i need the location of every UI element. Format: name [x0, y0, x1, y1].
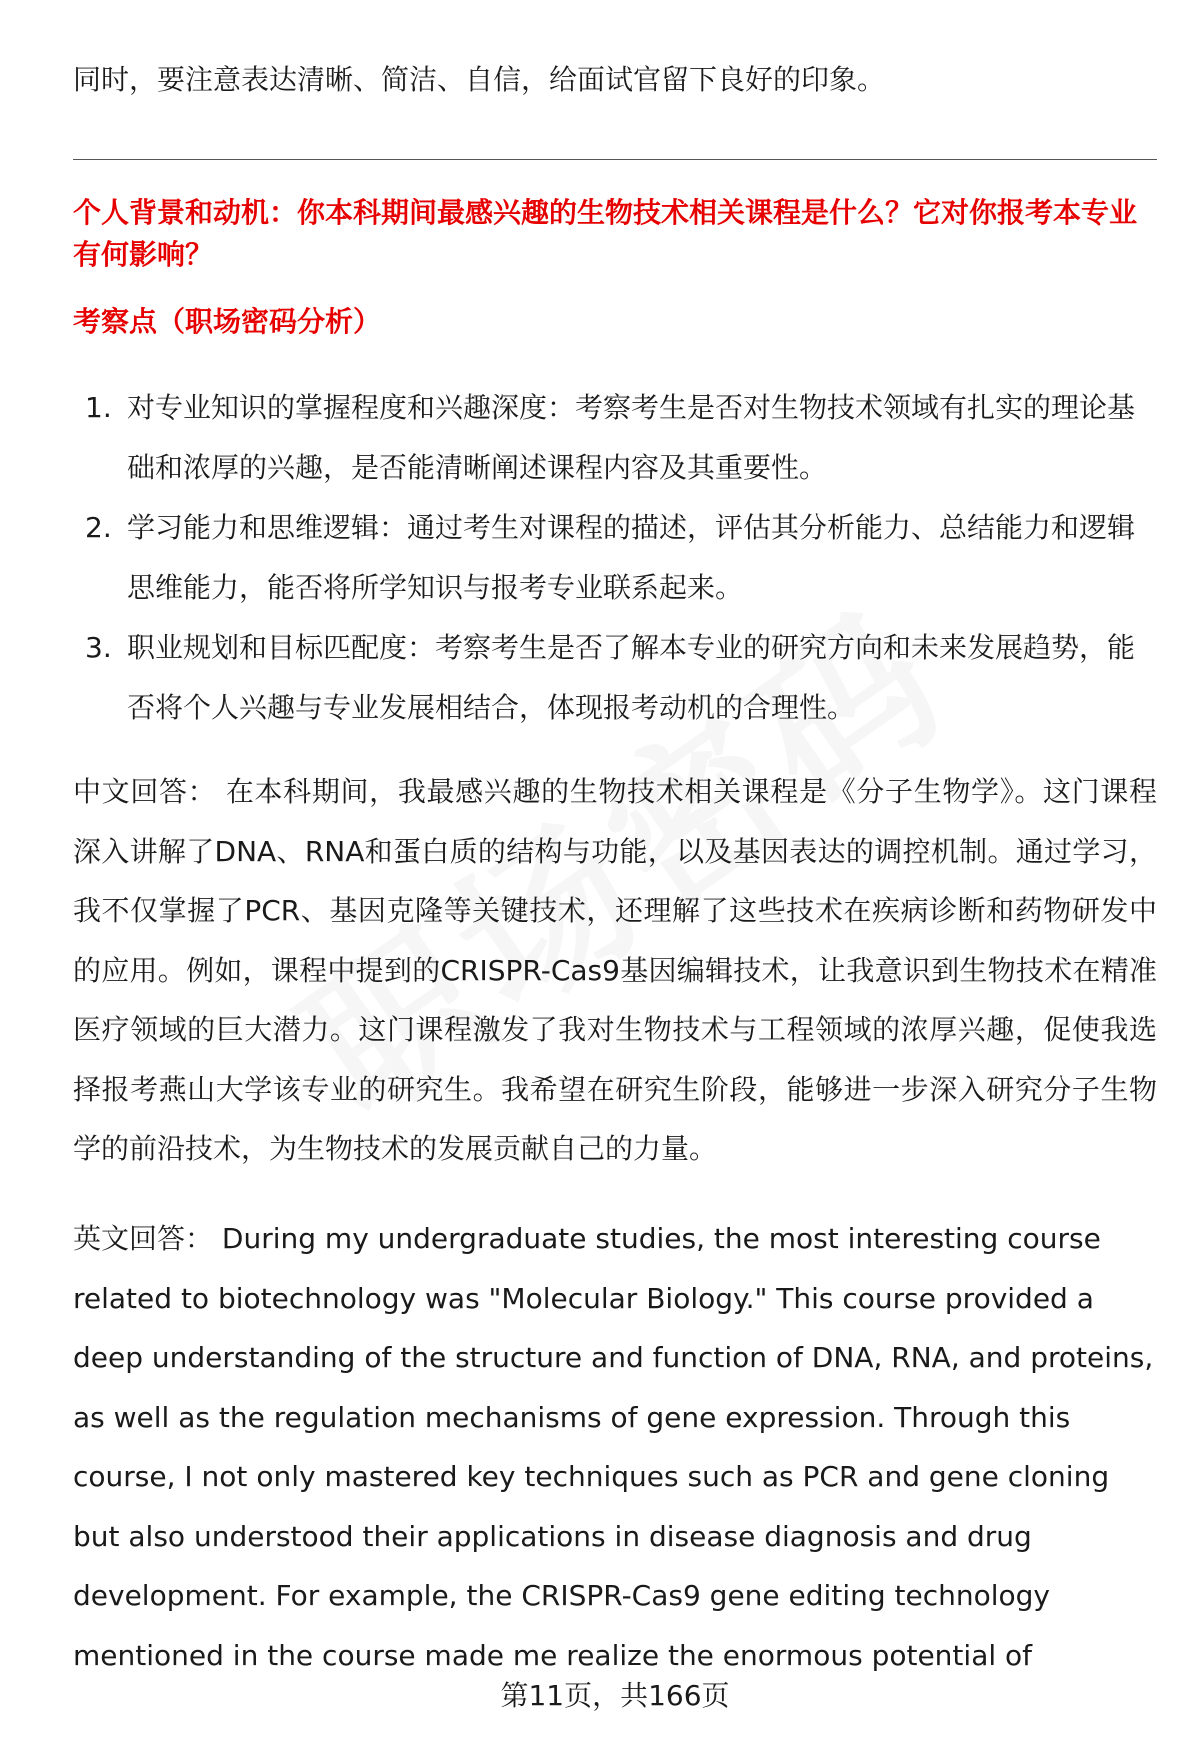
list-item-text: 职业规划和目标匹配度：考察考生是否了解本专业的研究方向和未来发展趋势，能否将个人兴趣与专业发展相结合，体现报考动机的合理性。 — [127, 631, 1136, 724]
list-item-number: 1. — [85, 391, 112, 424]
list-item-number: 2. — [85, 511, 112, 544]
list-item — [73, 618, 1157, 738]
list-item — [73, 498, 1157, 618]
assessment-points-list — [73, 378, 1157, 738]
english-answer: 英文回答： During my undergraduate studies, the most interesting course related to biotechnology was "Molecular Biology." This course provided a deep understanding of the structure and function of DNA, RNA, and proteins, as well as the regulation mechanisms of gene expression. Through this course, I not only mastered key techniques such as PCR and gene cloning but also understood their applications in disease diagnosis and drug development. For example, the CRISPR-Cas9 gene editing technology mentioned in the course made me realize the enormous potential of — [73, 1222, 1154, 1672]
points-heading: 考察点（职场密码分析） — [73, 305, 382, 338]
page-number-footer: 第11页，共166页 — [500, 1679, 730, 1712]
intro-paragraph: 同时，要注意表达清晰、简洁、自信，给面试官留下良好的印象。 — [73, 63, 886, 96]
document-page — [73, 0, 1157, 1755]
list-item-number: 3. — [85, 631, 112, 664]
list-item-text: 对专业知识的掌握程度和兴趣深度：考察考生是否对生物技术领域有扎实的理论基础和浓厚的兴趣，是否能清晰阐述课程内容及其重要性。 — [127, 391, 1136, 484]
list-item — [73, 378, 1157, 498]
section-divider — [73, 159, 1157, 160]
list-item-text: 学习能力和思维逻辑：通过考生对课程的描述，评估其分析能力、总结能力和逻辑思维能力，能否将所学知识与报考专业联系起来。 — [127, 511, 1136, 604]
question-heading: 个人背景和动机：你本科期间最感兴趣的生物技术相关课程是什么？它对你报考本专业有何影响？ — [73, 196, 1138, 271]
chinese-answer: 中文回答： 在本科期间，我最感兴趣的生物技术相关课程是《分子生物学》。这门课程深入讲解了DNA、RNA和蛋白质的结构与功能，以及基因表达的调控机制。通过学习，我不仅掌握了PCR、基因克隆等关键技术，还理解了这些技术在疾病诊断和药物研发中的应用。例如，课程中提到的CRISPR-Cas9基因编辑技术，让我意识到生物技术在精准医疗领域的巨大潜力。这门课程激发了我对生物技术与工程领域的浓厚兴趣，促使我选择报考燕山大学该专业的研究生。我希望在研究生阶段，能够进一步深入研究分子生物学的前沿技术，为生物技术的发展贡献自己的力量。 — [73, 775, 1157, 1165]
